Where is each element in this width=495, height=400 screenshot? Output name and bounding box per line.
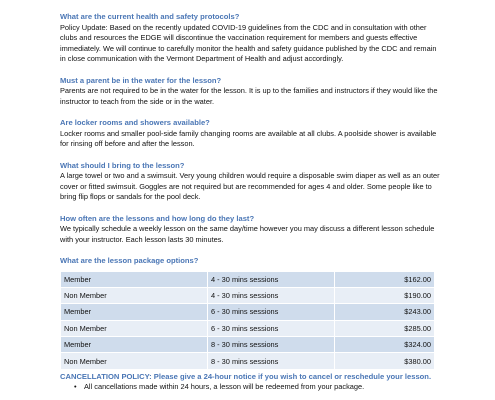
package-member-type: Non Member <box>61 287 208 303</box>
package-sessions: 6 - 30 mins sessions <box>208 304 335 320</box>
faq-answer-what-to-bring: A large towel or two and a swimsuit. Very young children would require a disposable swim diaper as well as an outer cover or fitted swimsuit. Goggles are not required but are recommended for ages 4 and older. Some people like to bring flip flops or sandals for the pool deck. <box>60 171 440 201</box>
package-sessions: 8 - 30 mins sessions <box>208 353 335 369</box>
package-sessions: 4 - 30 mins sessions <box>208 271 335 287</box>
package-member-type: Member <box>61 304 208 320</box>
faq-answer-parent-in-water: Parents are not required to be in the water for the lesson. It is up to the families and instructors if they would like the instructor to teach from the side or in the water. <box>60 86 438 106</box>
package-member-type: Member <box>61 337 208 353</box>
table-row <box>61 287 435 303</box>
table-row <box>61 304 435 320</box>
faq-answer-locker-rooms: Locker rooms and smaller pool-side family changing rooms are available at all clubs. A poolside shower is available for rinsing off before and after the lesson. <box>60 128 437 148</box>
faq-question-parent-in-water: Must a parent be in the water for the lesson? <box>60 75 222 85</box>
package-sessions: 6 - 30 mins sessions <box>208 320 335 336</box>
faq-answer-protocols: Policy Update: Based on the recently updated COVID-19 guidelines from the CDC and in consultation with other clubs and resources the EDGE will discontinue the vaccination requirement for members and guests effective immediately. We will continue to carefully monitor the health and safety guidance published by the CDC and remain in close communication with the Vermont Department of Health and adjust accordingly. <box>60 22 437 63</box>
cancellation-bullet <box>74 382 440 393</box>
bullet-dot-icon: • <box>74 382 77 392</box>
package-sessions: 4 - 30 mins sessions <box>208 287 335 303</box>
table-row <box>61 271 435 287</box>
table-row <box>61 337 435 353</box>
package-member-type: Non Member <box>61 320 208 336</box>
package-price: $285.00 <box>335 320 435 336</box>
faq-question-what-to-bring: What should I bring to the lesson? <box>60 160 185 170</box>
package-price: $243.00 <box>335 304 435 320</box>
package-sessions: 8 - 30 mins sessions <box>208 337 335 353</box>
package-member-type: Non Member <box>61 353 208 369</box>
package-price: $324.00 <box>335 337 435 353</box>
table-row <box>61 353 435 369</box>
faq-question-lesson-frequency: How often are the lessons and how long do they last? <box>60 213 255 223</box>
package-price: $380.00 <box>335 353 435 369</box>
package-price: $162.00 <box>335 271 435 287</box>
packages-heading: What are the lesson package options? <box>60 256 199 265</box>
package-member-type: Member <box>61 271 208 287</box>
faq-question-locker-rooms: Are locker rooms and showers available? <box>60 118 210 127</box>
faq-question-protocols: What are the current health and safety protocols? <box>60 12 240 21</box>
faq-answer-lesson-frequency: We typically schedule a weekly lesson on the same day/time however you may discuss a different lesson schedule with your instructor. Each lesson lasts 30 minutes. <box>60 224 435 244</box>
table-row <box>61 320 435 336</box>
package-table <box>60 271 435 370</box>
cancellation-bullet-text: All cancellations made within 24 hours, a lesson will be redeemed from your package. <box>84 382 365 392</box>
cancellation-policy-heading: CANCELLATION POLICY: Please give a 24-hour notice if you wish to cancel or reschedule your lesson. <box>60 371 432 381</box>
faq-section <box>60 12 440 393</box>
package-price: $190.00 <box>335 287 435 303</box>
